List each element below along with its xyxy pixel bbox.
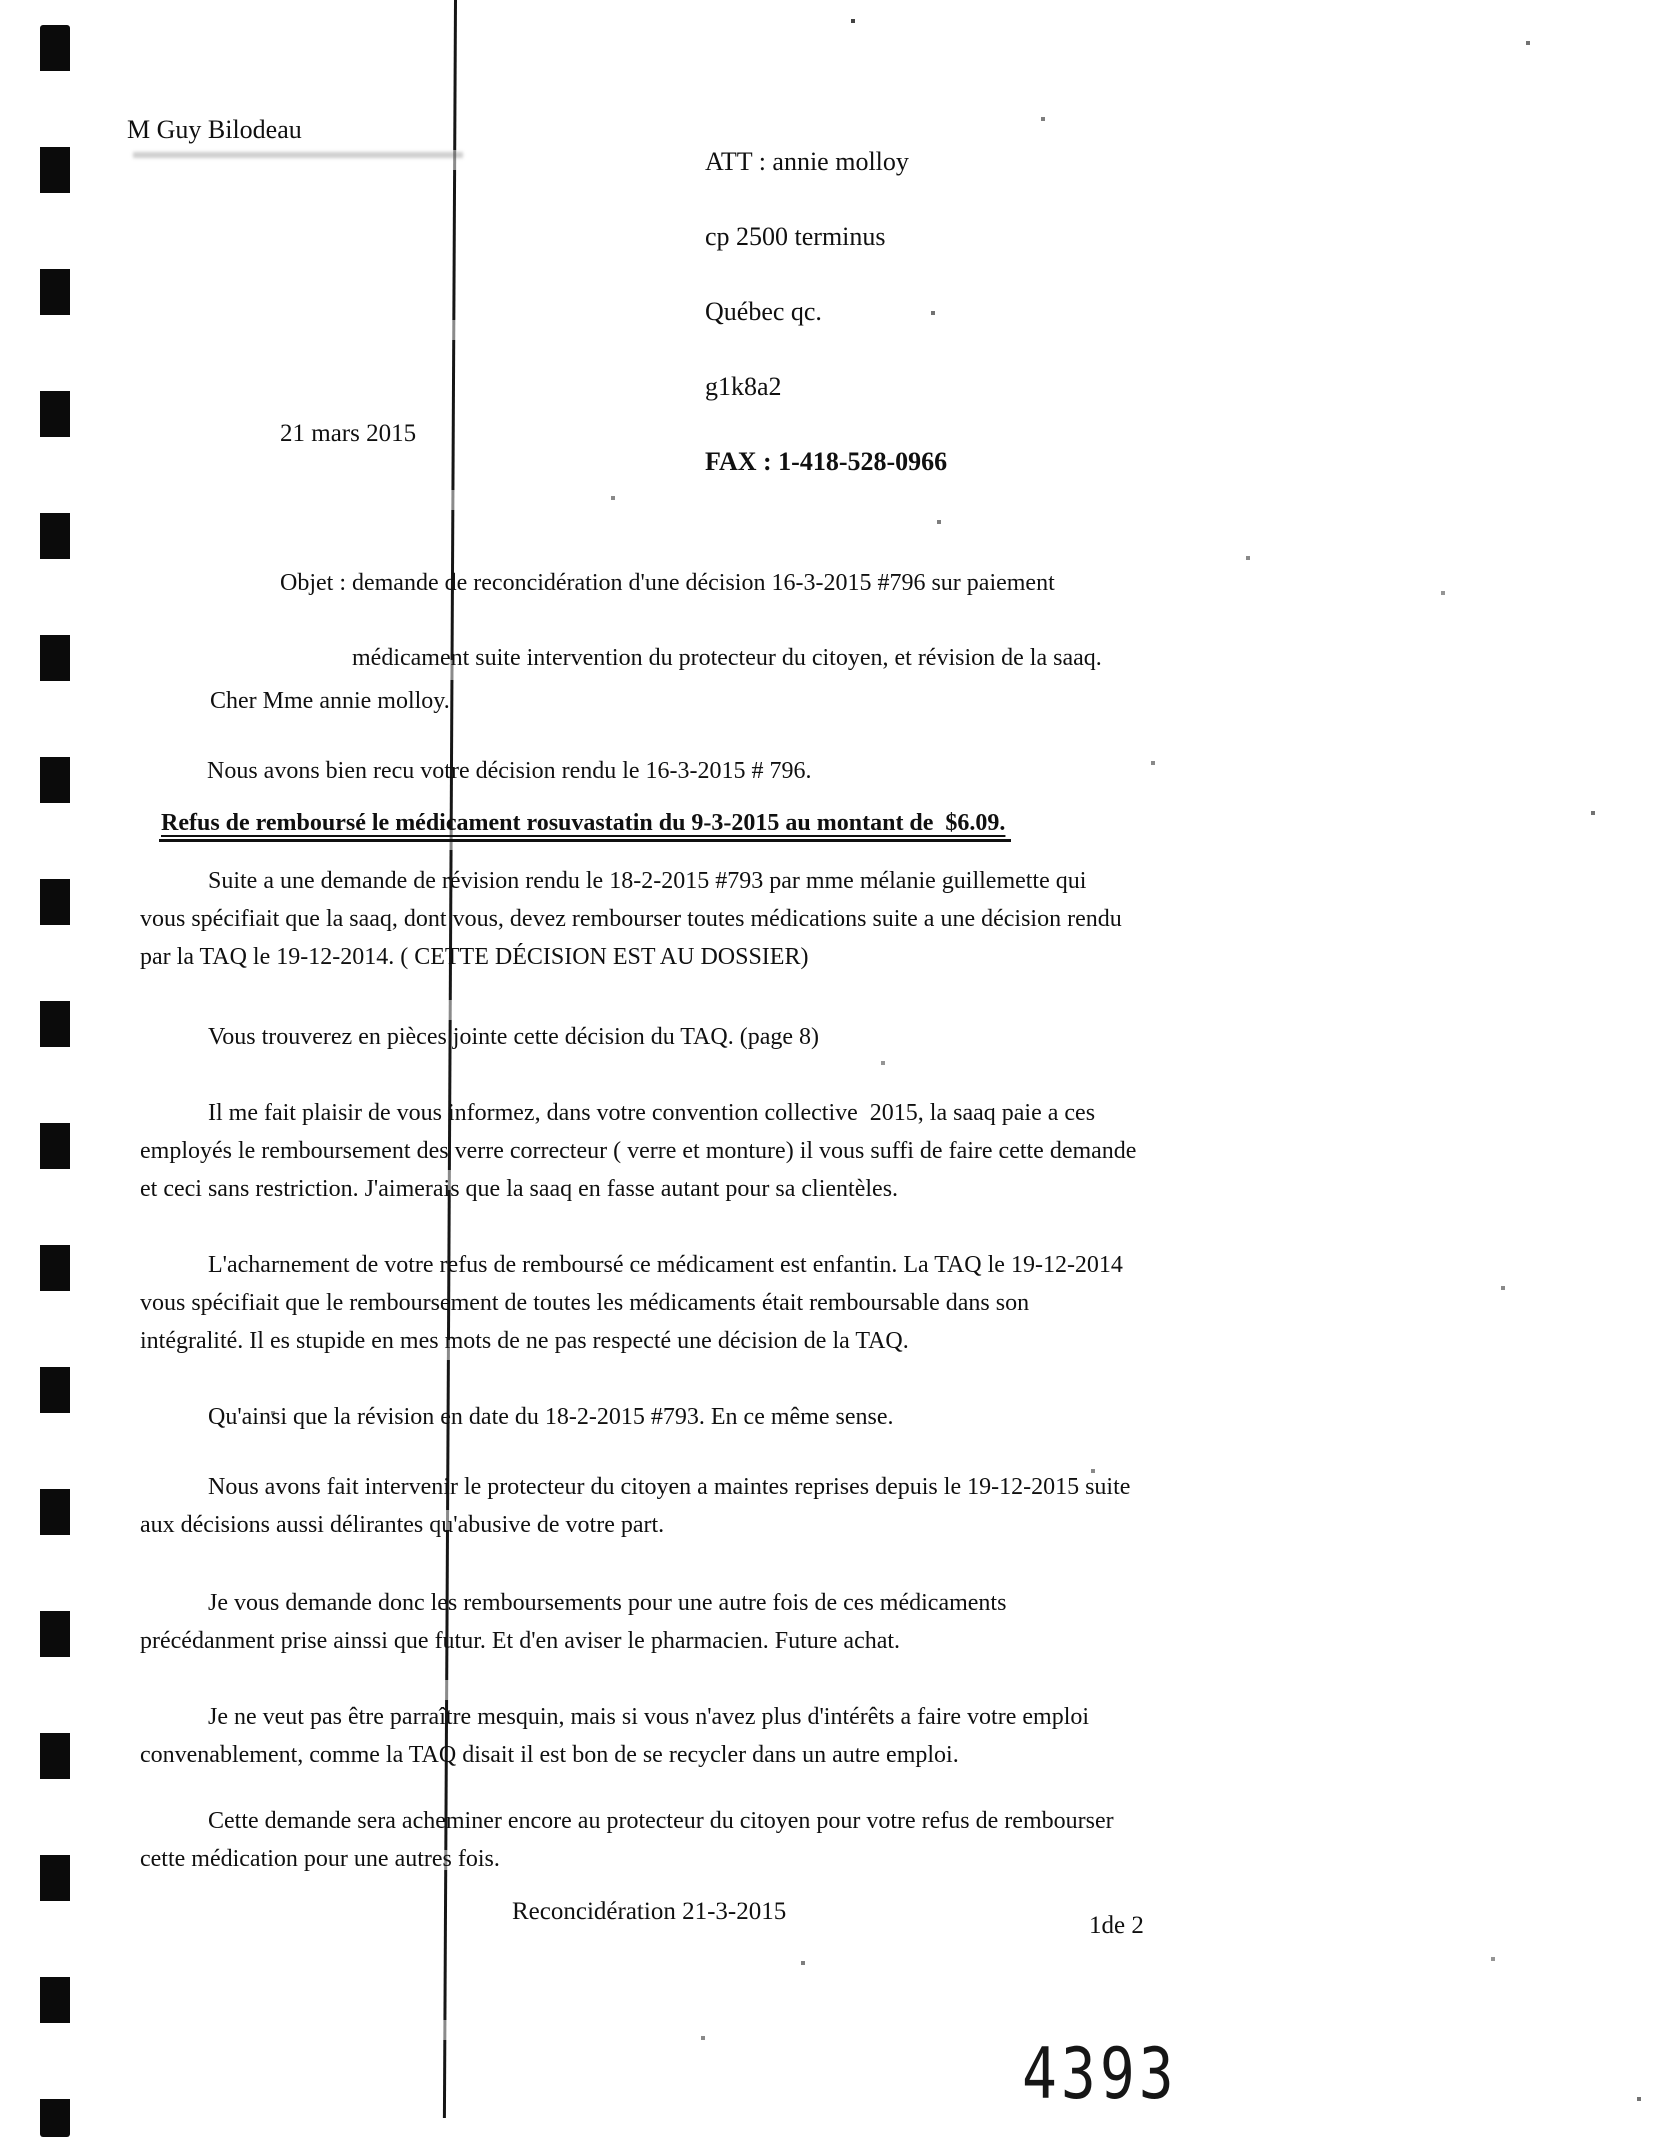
recipient-fax: FAX : 1-418-528-0966 bbox=[705, 447, 948, 476]
recipient-address-line1: cp 2500 terminus bbox=[705, 222, 886, 251]
recipient-postal-code: g1k8a2 bbox=[705, 372, 782, 401]
paragraph-acharnement bbox=[140, 1246, 1123, 1360]
recipient-address-line2: Québec qc. bbox=[705, 297, 822, 326]
paragraph-line: Je vous demande donc les remboursements pour une autre fois de ces médicaments bbox=[208, 1590, 1007, 1616]
paragraph-remboursements bbox=[140, 1584, 1006, 1660]
paragraph-line: Vous trouverez en pièces jointe cette décision du TAQ. (page 8) bbox=[208, 1024, 819, 1050]
paragraph-line: Nous avons fait intervenir le protecteur du citoyen a maintes reprises depuis le 19-12-2015 suite bbox=[208, 1474, 1131, 1500]
vertical-scan-crease bbox=[443, 0, 457, 2118]
paragraph-line: Suite a une demande de révision rendu le 18-2-2015 #793 par mme mélanie guillemette qui bbox=[208, 868, 1087, 894]
sender-name: M Guy Bilodeau bbox=[127, 115, 302, 144]
paragraph-line: Cette demande sera acheminer encore au protecteur du citoyen pour votre refus de rembourser bbox=[208, 1808, 1114, 1834]
paragraph-line: par la TAQ le 19-12-2014. ( CETTE DÉCISION EST AU DOSSIER) bbox=[140, 944, 809, 970]
paragraph-line: convenablement, comme la TAQ disait il est bon de se recycler dans un autre emploi. bbox=[140, 1742, 959, 1768]
footer-title: Reconcidération 21-3-2015 bbox=[512, 1898, 787, 1925]
paragraph-protecteur bbox=[140, 1468, 1130, 1544]
paragraph-line: Je ne veut pas être parraître mesquin, mais si vous n'avez plus d'intérêts a faire votre emploi bbox=[208, 1704, 1090, 1730]
paragraph-line: aux décisions aussi délirantes qu'abusive de votre part. bbox=[140, 1512, 665, 1538]
page-number: 1de 2 bbox=[1089, 1912, 1144, 1939]
scan-smudge bbox=[133, 152, 463, 158]
subject-line-2: médicament suite intervention du protecteur du citoyen, et révision de la saaq. bbox=[352, 645, 1102, 671]
paragraph-revision bbox=[140, 862, 1122, 976]
binding-holes-strip bbox=[40, 25, 70, 2137]
recipient-block bbox=[705, 106, 947, 517]
paragraph-convention bbox=[140, 1094, 1136, 1208]
intro-line: Nous avons bien recu votre décision rendu le 16-3-2015 # 796. bbox=[207, 758, 812, 784]
paragraph-quainsi bbox=[140, 1398, 893, 1436]
paragraph-line: précédanment prise ainssi que futur. Et d'en aviser le pharmacien. Future achat. bbox=[140, 1628, 901, 1654]
paragraph-line: Qu'ainsi que la révision en date du 18-2-2015 #793. En ce même sense. bbox=[208, 1404, 894, 1430]
paragraph-line: cette médication pour une autres fois. bbox=[140, 1846, 500, 1872]
subject-line-1: Objet : demande de reconcidération d'une décision 16-3-2015 #796 sur paiement bbox=[280, 570, 1055, 596]
paragraph-line: L'acharnement de votre refus de remboursé ce médicament est enfantin. La TAQ le 19-12-2014 bbox=[208, 1252, 1123, 1278]
paragraph-line: vous spécifiait que la saaq, dont vous, devez rembourser toutes médications suite a une décision rendu bbox=[140, 906, 1122, 932]
paragraph-mesquin bbox=[140, 1698, 1089, 1774]
paragraph-line: employés le remboursement des verre correcteur ( verre et monture) il vous suffi de faire cette demande bbox=[140, 1138, 1137, 1164]
paragraph-line: intégralité. Il es stupide en mes mots de ne pas respecté une décision de la TAQ. bbox=[140, 1328, 909, 1354]
scan-noise bbox=[0, 0, 2, 2]
paragraph-line: vous spécifiait que le remboursement de toutes les médicaments était remboursable dans son bbox=[140, 1290, 1030, 1316]
refusal-headline: Refus de remboursé le médicament rosuvastatin du 9-3-2015 au montant de $6.09. bbox=[159, 810, 1011, 842]
salutation: Cher Mme annie molloy. bbox=[210, 688, 450, 714]
paragraph-line: Il me fait plaisir de vous informez, dans votre convention collective 2015, la saaq paie a ces bbox=[208, 1100, 1096, 1126]
paragraph-attachment bbox=[140, 1018, 819, 1056]
refusal-headline-wrap bbox=[143, 792, 1011, 855]
recipient-attention: ATT : annie molloy bbox=[705, 147, 909, 176]
paragraph-line: et ceci sans restriction. J'aimerais que la saaq en fasse autant pour sa clientèles. bbox=[140, 1176, 899, 1202]
stamp-number: 4393 bbox=[1022, 2032, 1178, 2115]
letter-date: 21 mars 2015 bbox=[280, 420, 417, 447]
paragraph-acheminer bbox=[140, 1802, 1114, 1878]
